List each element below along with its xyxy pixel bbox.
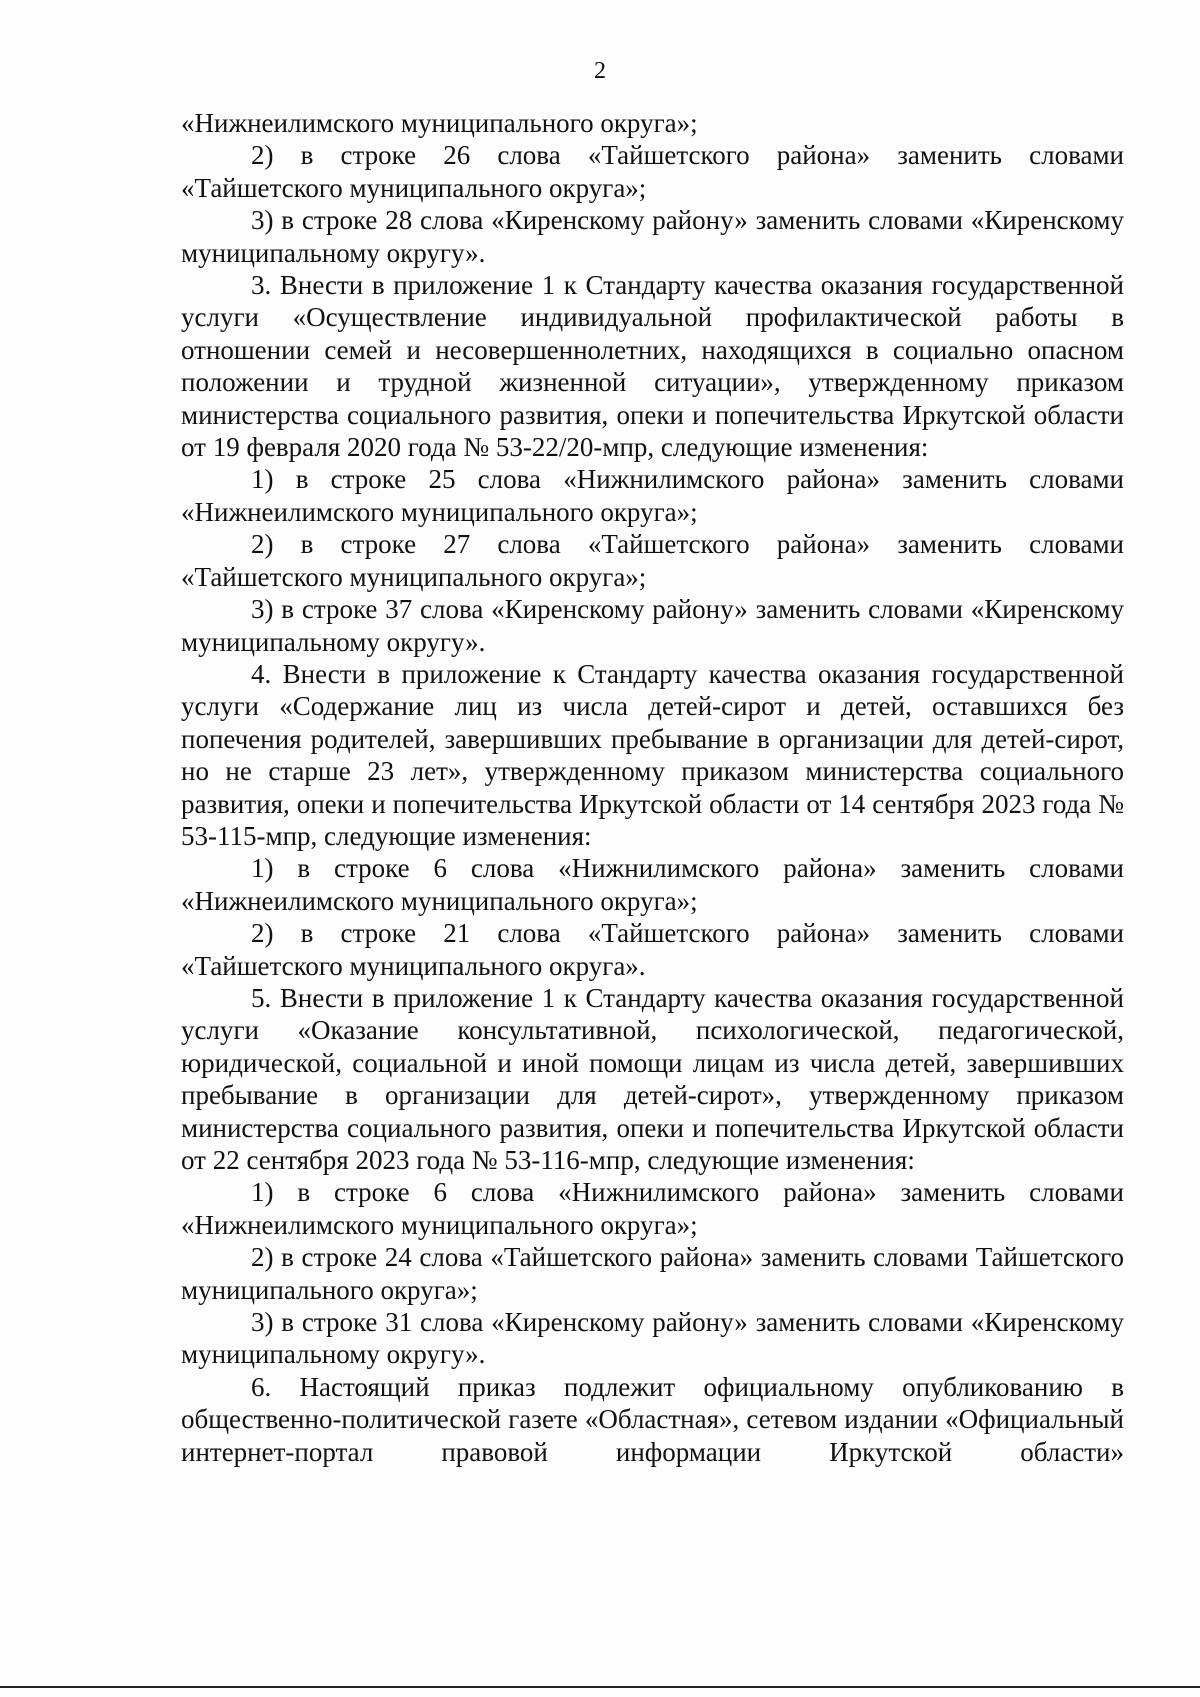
paragraph: 1) в строке 25 слова «Нижнилимского района» заменить словами «Нижнеилимского муниципального округа»; — [181, 464, 1124, 527]
paragraph: 5. Внести в приложение 1 к Стандарту качества оказания государственной услуги «Оказание консультативной, психологической, педагогической, юридической, социальной и иной помощи лицам из числа детей, завершивших пребывание в организации для детей-сирот», утвержденному приказом министерства социального развития, опеки и попечительства Иркутской области от 22 сентября 2023 года № 53-116-мпр, следующие изменения: — [181, 982, 1124, 1175]
paragraph: 2) в строке 24 слова «Тайшетского района» заменить словами Тайшетского муниципального округа»; — [181, 1242, 1124, 1305]
paragraph: 3. Внести в приложение 1 к Стандарту качества оказания государственной услуги «Осуществление индивидуальной профилактической работы в отношении семей и несовершеннолетних, находящихся в социально опасном положении и трудной жизненной ситуации», утвержденному приказом министерства социального развития, опеки и попечительства Иркутской области от 19 февраля 2020 года № 53-22/20-мпр, следующие изменения: — [181, 270, 1124, 463]
paragraph: 1) в строке 6 слова «Нижнилимского района» заменить словами «Нижнеилимского муниципального округа»; — [181, 1177, 1124, 1240]
paragraph: 6. Настоящий приказ подлежит официальному опубликованию в общественно-политической газете «Областная», сетевом издании «Официальный интернет-портал правовой информации Иркутской области» — [181, 1371, 1124, 1467]
paragraph: 2) в строке 21 слова «Тайшетского района» заменить словами «Тайшетского муниципального округа». — [181, 918, 1124, 981]
paragraph: 3) в строке 28 слова «Киренскому району» заменить словами «Киренскому муниципальному округу». — [181, 205, 1124, 268]
page-number: 2 — [594, 58, 606, 84]
paragraph: 2) в строке 27 слова «Тайшетского района» заменить словами «Тайшетского муниципального округа»; — [181, 529, 1124, 592]
paragraph: «Нижнеилимского муниципального округа»; — [181, 108, 698, 138]
paragraph: 1) в строке 6 слова «Нижнилимского района» заменить словами «Нижнеилимского муниципального округа»; — [181, 853, 1124, 916]
paragraph: 4. Внести в приложение к Стандарту качества оказания государственной услуги «Содержание лиц из числа детей-сирот и детей, оставшихся без попечения родителей, завершивших пребывание в организации для детей-сирот, но не старше 23 лет», утвержденному приказом министерства социального развития, опеки и попечительства Иркутской области от 14 сентября 2023 года № 53-115-мпр, следующие изменения: — [181, 658, 1124, 851]
paragraph: 2) в строке 26 слова «Тайшетского района» заменить словами «Тайшетского муниципального округа»; — [181, 140, 1124, 203]
document-body — [181, 107, 1124, 1468]
paragraph: 3) в строке 31 слова «Киренскому району» заменить словами «Киренскому муниципальному округу». — [181, 1307, 1124, 1370]
page-bottom-rule — [0, 1686, 1200, 1688]
paragraph: 3) в строке 37 слова «Киренскому району» заменить словами «Киренскому муниципальному округу». — [181, 594, 1124, 657]
